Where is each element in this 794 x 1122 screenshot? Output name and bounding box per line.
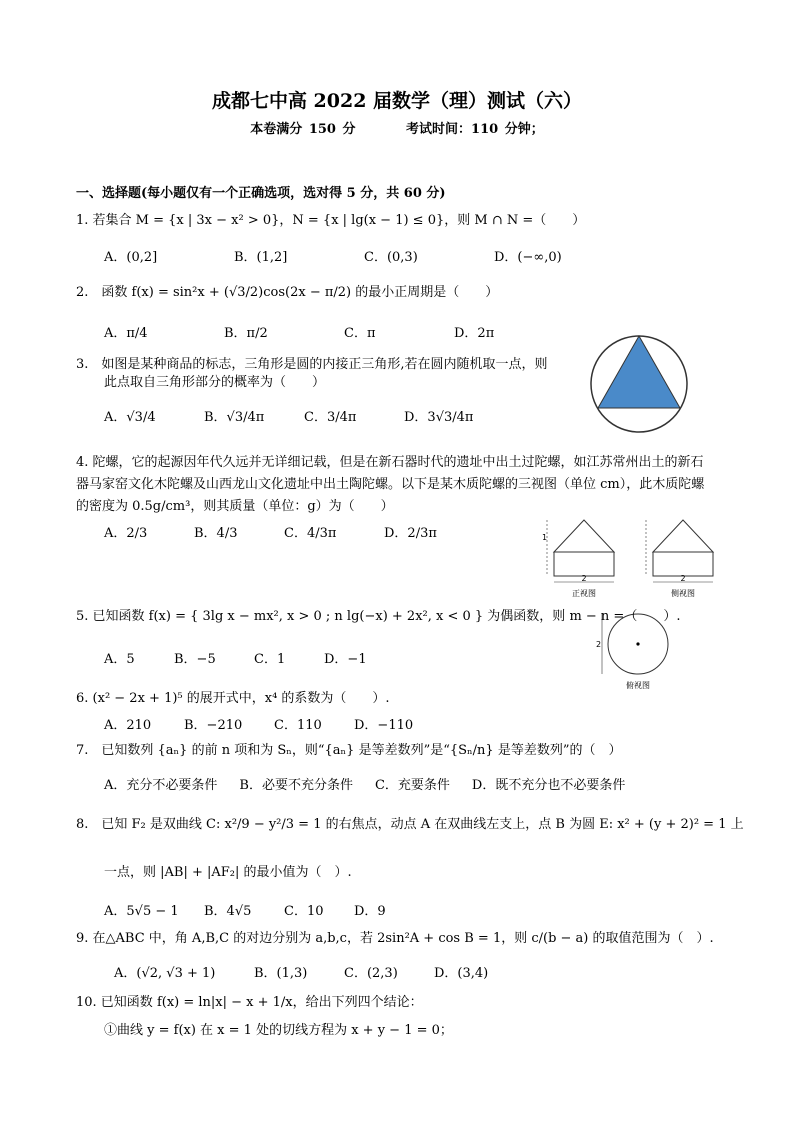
question-4: 4. 陀螺，它的起源因年代久远并无详细记载，但是在新石器时代的遗址中出土过陀螺，如江苏常州出土的新石器马家窑文化木陀螺及山西龙山文化遗址中出土陶陀螺。以下是某木质陀螺的三视图（单位 cm），此木质陀螺的密度为 0.5g/cm³，则其质量（单位：g）为（ ）: [76, 455, 705, 514]
option-c: C．4/3π: [284, 526, 337, 541]
option-c: C．10: [284, 904, 324, 919]
side-view-rect: [653, 552, 713, 576]
option-b: B．(1,2]: [234, 250, 288, 265]
top-view-label: 俯视图: [626, 681, 650, 690]
option-b: B．√3/4π: [204, 410, 265, 425]
option-a: A．充分不必要条件: [104, 778, 218, 793]
option-b: B．−5: [174, 652, 216, 667]
option-d: D．(3,4): [434, 966, 489, 981]
option-a: A．(0,2]: [104, 250, 158, 265]
front-view-rect: [554, 552, 614, 576]
question-3-options: [104, 406, 514, 425]
option-c: C．110: [274, 718, 322, 733]
exam-time: 考试时间：110 分钟；: [406, 122, 544, 137]
question-6-options: [104, 714, 444, 733]
question-7: 7. 已知数列 {aₙ} 的前 n 项和为 Sₙ，则“{aₙ} 是等差数列”是“{Sₙ/n} 是等差数列”的（ ）: [76, 743, 622, 758]
front-view-label: 正视图: [572, 589, 596, 598]
question-8-options: [104, 900, 424, 919]
option-a: A．√3/4: [104, 410, 156, 425]
question-6: 6. (x² − 2x + 1)⁵ 的展开式中，x⁴ 的系数为（ ）.: [76, 691, 390, 706]
question-3: 3. 如图是某种商品的标志，三角形是圆的内接正三角形,若在圆内随机取一点，则: [76, 357, 548, 372]
question-3-line2: 此点取自三角形部分的概率为（ ）: [104, 375, 326, 390]
side-view-label: 侧视图: [671, 589, 695, 598]
three-view-figure: [540, 510, 730, 690]
front-view-triangle: [554, 520, 614, 552]
option-a: A．2/3: [104, 526, 148, 541]
option-b: B．π/2: [224, 326, 268, 341]
option-b: B．−210: [184, 718, 243, 733]
question-9-options: [114, 962, 524, 981]
option-b: B．必要不充分条件: [239, 778, 353, 793]
exam-info: [0, 118, 794, 137]
option-c: C．3/4π: [304, 410, 357, 425]
option-b: B．(1,3): [254, 966, 308, 981]
top-dim-2: 2: [596, 640, 602, 649]
option-a: A．210: [104, 718, 152, 733]
question-4-options: [104, 522, 484, 541]
option-d: D．既不充分也不必要条件: [471, 778, 626, 793]
option-c: C．1: [254, 652, 286, 667]
option-a: A．5√5 − 1: [104, 904, 179, 919]
option-d: D．2/3π: [384, 526, 437, 541]
section-heading: 一、选择题(每小题仅有一个正确选项，选对得 5 分，共 60 分): [76, 186, 446, 201]
question-7-options: [104, 774, 625, 793]
option-b: B．4/3: [194, 526, 238, 541]
question-1: 1. 若集合 M = {x | 3x − x² > 0}，N = {x | lg(x − 1) ≤ 0}，则 M ∩ N =（ ）: [76, 213, 586, 228]
logo-figure: [588, 332, 690, 436]
side-view-triangle: [653, 520, 713, 552]
option-d: D．9: [354, 904, 386, 919]
question-1-options: [104, 246, 624, 265]
page-title: 成都七中高 2022 届数学（理）测试（六）: [211, 90, 583, 112]
option-d: D．2π: [454, 326, 495, 341]
option-a: A．5: [104, 652, 135, 667]
option-d: D．−1: [324, 652, 367, 667]
front-dim-2: 2: [581, 574, 587, 583]
question-8-line2: 一点，则 |AB| + |AF₂| 的最小值为（ ）.: [104, 865, 352, 880]
option-c: C．充要条件: [374, 778, 450, 793]
question-9: 9. 在△ABC 中，角 A,B,C 的对边分别为 a,b,c，若 2sin²A + cos B = 1，则 c/(b − a) 的取值范围为（ ）.: [76, 931, 714, 946]
logo-triangle: [598, 336, 680, 408]
question-2-options: [104, 322, 564, 341]
option-a: A．(√2, √3 + 1): [114, 966, 216, 981]
question-5-options: [104, 648, 404, 667]
option-d: D．(−∞,0): [494, 250, 562, 265]
question-10-statement-1: ①曲线 y = f(x) 在 x = 1 处的切线方程为 x + y − 1 = 0；: [104, 1023, 453, 1038]
full-score: 本卷满分 150 分: [250, 122, 356, 137]
option-d: D．3√3/4π: [404, 410, 474, 425]
question-5: 5. 已知函数 f(x) = { 3lg x − mx², x > 0 ; n lg(−x) + 2x², x < 0 } 为偶函数，则 m − n =（ ）.: [76, 609, 681, 624]
question-2: 2. 函数 f(x) = sin²x + (√3/2)cos(2x − π/2) 的最小正周期是（ ）: [76, 285, 499, 300]
question-8: 8. 已知 F₂ 是双曲线 C: x²/9 − y²/3 = 1 的右焦点，动点 A 在双曲线左支上，点 B 为圆 E: x² + (y + 2)² = 1 上: [76, 817, 744, 832]
side-dim-2: 2: [680, 574, 686, 583]
option-c: C．(0,3): [364, 250, 418, 265]
option-d: D．−110: [354, 718, 414, 733]
front-dim-1: 1: [542, 533, 548, 542]
option-a: A．π/4: [104, 326, 148, 341]
option-c: C．(2,3): [344, 966, 398, 981]
question-10: 10. 已知函数 f(x) = ln|x| − x + 1/x，给出下列四个结论：: [76, 995, 423, 1010]
option-c: C．π: [344, 326, 376, 341]
option-b: B．4√5: [204, 904, 252, 919]
top-view-center: [636, 642, 639, 645]
